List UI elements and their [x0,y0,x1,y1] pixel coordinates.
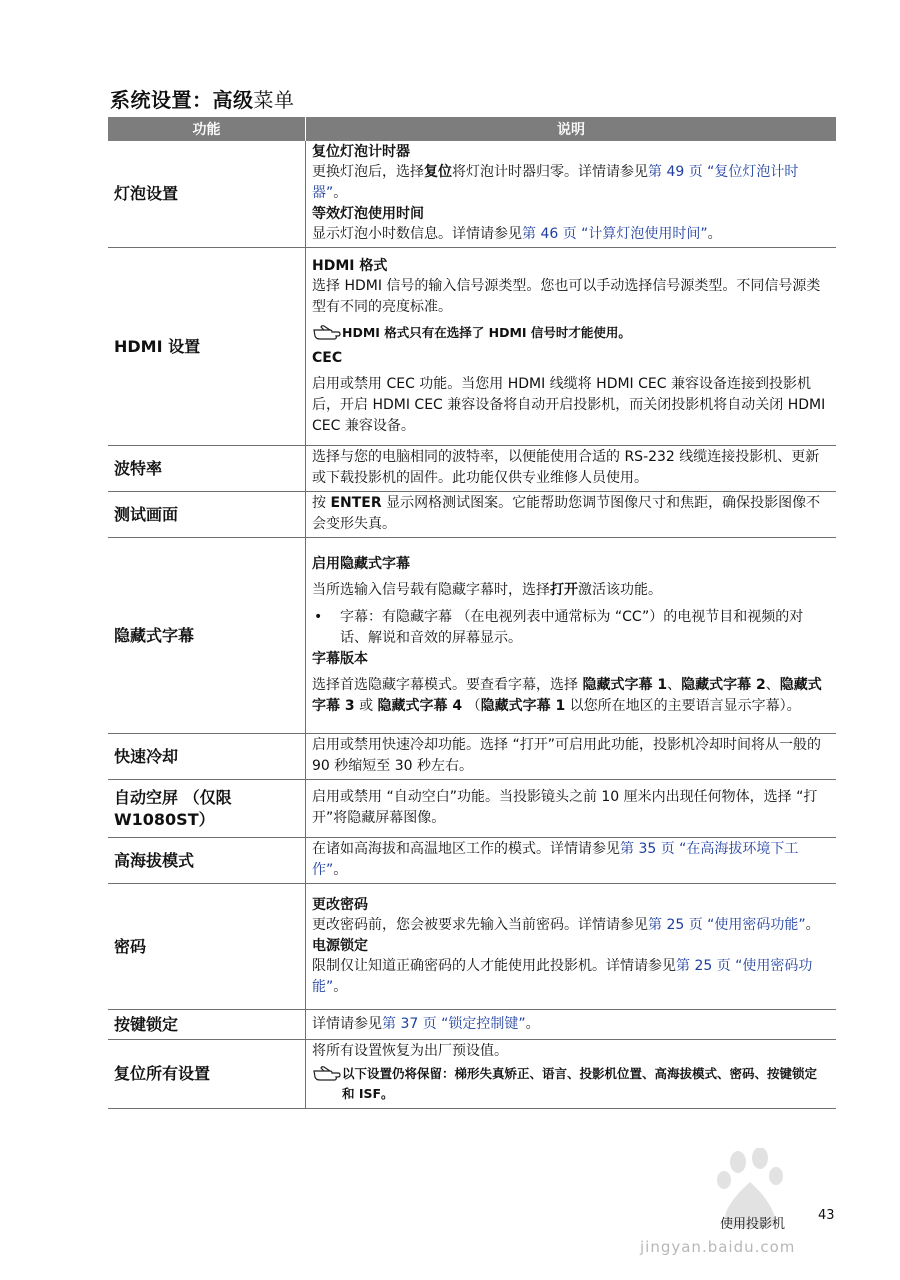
bullet-item: • 字幕：有隐藏字幕 （在电视列表中通常标为 “CC”）的电视节目和视频的对话、解说和音效的屏幕显示。 [314,608,804,646]
paragraph: 将所有设置恢复为出厂预设值。 [312,1043,508,1059]
table-row [108,1010,836,1040]
row-description: 选择与您的电脑相同的波特率，以便能使用合适的 RS-232 线缆连接投影机、更新或下载投影机的固件。此功能仅供专业维修人员使用。 [306,446,837,492]
row-description [306,884,837,1010]
row-name: HDMI 设置 [108,248,306,446]
page-link[interactable]: 第 35 页 “在高海拔环境下工作” [312,841,799,878]
table-row [108,734,836,780]
subheading: 电源锁定 [312,937,368,954]
row-name: 测试画面 [108,492,306,538]
paragraph: 当所选输入信号载有隐藏字幕时，选择打开激活该功能。 [312,581,662,598]
row-name: 按键锁定 [108,1010,306,1040]
page-link[interactable]: 第 37 页 “锁定控制键” [382,1015,526,1032]
table-row [108,780,836,838]
paragraph: 显示灯泡小时数信息。详情请参见第 46 页 “计算灯泡使用时间”。 [312,226,722,242]
row-name: 快速冷却 [108,734,306,780]
subheading: 更改密码 [312,896,368,913]
table-row [108,141,836,248]
paragraph: 选择 HDMI 信号的输入信号源类型。您也可以手动选择信号源类型。不同信号源类型有不同的亮度标准。 [312,277,821,315]
paragraph: 更换灯泡后，选择复位将灯泡计时器归零。详情请参见第 49 页 “复位灯泡计时器”。 [312,164,799,201]
paragraph: 更改密码前，您会被要求先输入当前密码。详情请参见第 25 页 “使用密码功能”。 [312,916,820,933]
subheading: HDMI 格式 [312,257,388,274]
row-description: 启用或禁用 “自动空白”功能。当投影镜头之前 10 厘米内出现任何物体，选择 “打开”将隐藏屏幕图像。 [306,780,837,838]
row-description: 启用或禁用快速冷却功能。选择 “打开”可启用此功能，投影机冷却时间将从一般的 90 秒缩短至 30 秒左右。 [306,734,837,780]
row-description [306,538,837,734]
row-description [306,141,837,248]
note: 以下设置仍将保留：梯形失真矫正、语言、投影机位置、高海拔模式、密码、按键锁定和 ISF。 [312,1064,828,1104]
table-row [108,838,836,884]
page-link[interactable]: 第 25 页 “使用密码功能” [648,916,806,933]
table-row [108,492,836,538]
row-description [306,1040,837,1109]
page-number: 43 [818,1208,835,1223]
subheading: 启用隐藏式字幕 [312,555,410,572]
row-name: 波特率 [108,446,306,492]
pointing-hand-icon [312,1066,342,1082]
table-row [108,538,836,734]
row-name: 隐藏式字幕 [108,538,306,734]
row-name: 灯泡设置 [108,141,306,248]
row-name: 密码 [108,884,306,1010]
paragraph: 选择首选隐藏字幕模式。要查看字幕，选择 隐藏式字幕 1、隐藏式字幕 2、隐藏式字幕 3 或 隐藏式字幕 4 （隐藏式字幕 1 以您所在地区的主要语言显示字幕）。 [312,676,822,714]
table-row [108,884,836,1010]
table-row [108,1040,836,1109]
table-header-row [108,117,836,141]
note: HDMI 格式只有在选择了 HDMI 信号时才能使用。 [312,323,828,343]
footer-section-label: 使用投影机 [720,1217,786,1232]
row-description [306,248,837,446]
page-link[interactable]: 第 46 页 “计算灯泡使用时间” [522,226,708,242]
table-row [108,248,836,446]
watermark-url: jingyan.baidu.com [640,1238,796,1256]
row-name: 自动空屏 （仅限 W1080ST） [108,780,306,838]
row-name: 复位所有设置 [108,1040,306,1109]
row-description: 在诸如高海拔和高温地区工作的模式。详情请参见第 35 页 “在高海拔环境下工作”。 [306,838,837,884]
subheading: 复位灯泡计时器 [312,144,410,160]
subheading: 等效灯泡使用时间 [312,206,424,222]
row-description: 详情请参见第 37 页 “锁定控制键”。 [306,1010,837,1040]
subheading: CEC [312,349,343,366]
settings-table [108,117,836,1109]
table-row [108,446,836,492]
page-link[interactable]: 第 49 页 “复位灯泡计时器” [312,164,799,201]
pointing-hand-icon [312,325,342,341]
header-description: 说明 [306,117,837,141]
paragraph: 启用或禁用 CEC 功能。当您用 HDMI 线缆将 HDMI CEC 兼容设备连接到投影机后，开启 HDMI CEC 兼容设备将自动开启投影机，而关闭投影机将自动关闭 HDMI CEC 兼容设备。 [312,375,826,434]
page-title: 系统设置：高级菜单 [110,88,295,112]
paragraph: 限制仅让知道正确密码的人才能使用此投影机。详情请参见第 25 页 “使用密码功能”。 [312,957,813,995]
header-function: 功能 [108,117,306,141]
subheading: 字幕版本 [312,650,368,667]
page-link[interactable]: 第 25 页 “使用密码功能” [312,957,813,995]
row-description: 按 ENTER 显示网格测试图案。它能帮助您调节图像尺寸和焦距，确保投影图像不会变形失真。 [306,492,837,538]
row-name: 高海拔模式 [108,838,306,884]
